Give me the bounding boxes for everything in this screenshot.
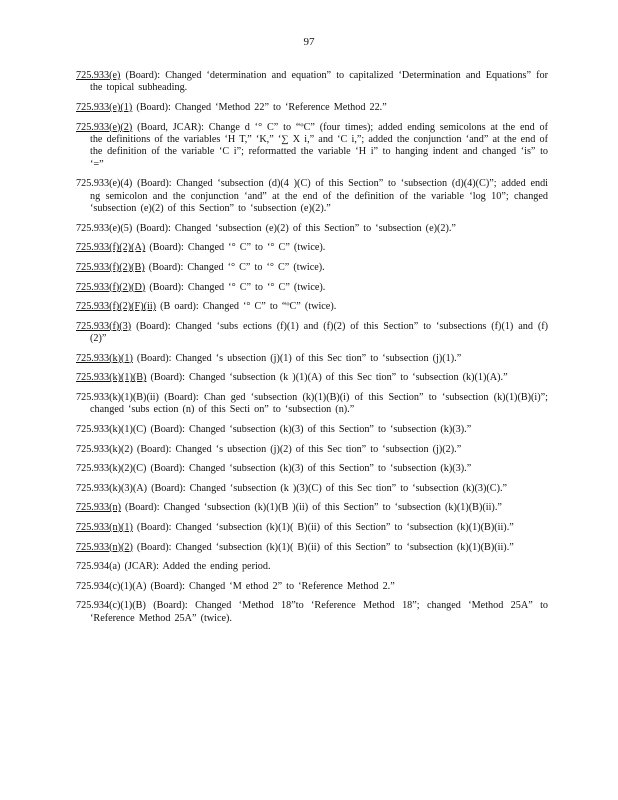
amendment-entry	[76, 463, 548, 475]
amendment-entry	[76, 223, 548, 235]
section-citation: 725.933(f)(2)(B)	[76, 262, 145, 273]
section-citation: 725.934(c)(1)(B)	[76, 600, 146, 612]
amendment-entry	[76, 444, 548, 456]
section-citation: 725.933(k)(3)(A)	[76, 482, 148, 494]
amendment-entry	[76, 542, 548, 554]
section-citation: 725.933(k)(2)	[76, 443, 133, 455]
amendment-description: (Board): Changed ‘subsection (k)(1)(B )(ii) of this Section” to ‘subsection (k)(1)(B)(ii).”	[121, 502, 502, 514]
amendment-description: (Board): Changed ‘subsection (d)(4 )(C) of this Section” to ‘subsection (d)(4)(C)”; added endi ng semicolon and the conjunction ‘and” at the end of the definition of the variable ‘log 10”; changed ‘subsection (e)(2) of this Section” to ‘subsection (e)(2).”	[90, 178, 548, 215]
amendment-description: (B oard): Changed ‘° C” to “ºC” (twice).	[156, 301, 337, 313]
amendment-description: (Board): Changed ‘subsection (k)(1)( B)(ii) of this Section” to ‘subsection (k)(1)(B)(ii).”	[132, 541, 514, 553]
amendment-description: (Board): Changed ‘subsection (k )(1)(A) of this Sec tion” to ‘subsection (k)(1)(A).”	[146, 372, 508, 384]
amendment-description: (Board): Changed ‘subsection (k)(3) of this Section” to ‘subsection (k)(3).”	[146, 463, 472, 475]
amendment-entry	[76, 522, 548, 534]
section-citation: 725.933(k)(2)(C)	[76, 463, 147, 475]
amendment-entry	[76, 424, 548, 436]
section-citation: 725.933(k)(1)	[76, 352, 133, 364]
amendment-entry	[76, 282, 548, 294]
section-citation: 725.933(e)(4)	[76, 178, 133, 190]
section-citation: 725.933(e)	[76, 70, 121, 81]
amendment-description: (Board): Changed ‘determination and equation” to capitalized ‘Determination and Equations” for the topical subheading.	[90, 70, 548, 94]
amendment-list	[76, 70, 548, 632]
section-citation: 725.933(n)(1)	[76, 521, 133, 533]
section-citation: 725.933(k)(1)(C)	[76, 423, 147, 435]
section-citation: 725.933(k)(1)(B)	[76, 372, 147, 384]
section-citation: 725.933(n)	[76, 502, 121, 514]
amendment-entry	[76, 70, 548, 95]
amendment-description: (Board): Changed ‘subsection (k)(1)( B)(ii) of this Section” to ‘subsection (k)(1)(B)(ii).”	[132, 521, 514, 533]
amendment-entry	[76, 561, 548, 573]
amendment-description: (Board): Changed ‘M ethod 2” to ‘Reference Method 2.”	[146, 580, 395, 592]
amendment-entry	[76, 353, 548, 365]
amendment-description: (Board): Changed ‘Method 18”to ‘Reference Method 18”; changed ‘Method 25A” to ‘Reference Method 25A” (twice).	[90, 600, 548, 624]
amendment-entry	[76, 102, 548, 114]
amendment-entry	[76, 301, 548, 313]
section-citation: 725.933(n)(2)	[76, 541, 133, 553]
amendment-description: (Board): Changed ‘s ubsection (j)(2) of this Sec tion” to ‘subsection (j)(2).”	[132, 443, 462, 455]
amendment-entry	[76, 262, 548, 274]
amendment-entry	[76, 392, 548, 417]
amendment-entry	[76, 372, 548, 384]
amendment-description: (Board, JCAR): Change d ‘° C” to “ºC” (four times); added ending semicolons at the end of the definitions of the variables ‘H T,” ‘K,” ‘∑ X i,” and ‘C i,”; added the conjunction ‘and” at the end of the definition of the variable ‘C i”; reformatted the variable ‘H i” to hanging indent and changed ‘is” to ‘=”	[90, 121, 548, 170]
section-citation: 725.933(e)(2)	[76, 121, 133, 133]
section-citation: 725.934(a)	[76, 561, 121, 573]
section-citation: 725.934(c)(1)(A)	[76, 580, 147, 592]
amendment-entry	[76, 581, 548, 593]
amendment-description: (Board): Changed ‘subsection (e)(2) of this Section” to ‘subsection (e)(2).”	[132, 222, 456, 234]
amendment-description: (Board): Changed ‘° C” to ‘° C” (twice).	[145, 242, 326, 254]
amendment-description: (Board): Changed ‘Method 22” to ‘Reference Method 22.”	[132, 102, 387, 113]
section-citation: 725.933(e)(5)	[76, 222, 133, 234]
amendment-description: (Board): Chan ged ‘subsection (k)(1)(B)(i) of this Section” to ‘subsection (k)(1)(B)(i)”; changed ‘subs ection (n) of this Secti on” to ‘subsection (n).”	[90, 391, 548, 416]
amendment-entry	[76, 483, 548, 495]
amendment-description: (JCAR): Added the ending period.	[120, 561, 271, 573]
amendment-description: (Board): Changed ‘° C” to ‘° C” (twice).	[145, 281, 326, 293]
amendment-entry	[76, 122, 548, 172]
section-citation: 725.933(k)(1)(B)(ii)	[76, 391, 159, 403]
section-citation: 725.933(f)(2)(D)	[76, 281, 146, 293]
section-citation: 725.933(e)(1)	[76, 102, 133, 113]
amendment-description: (Board): Changed ‘subsection (k)(3) of this Section” to ‘subsection (k)(3).”	[146, 423, 472, 435]
section-citation: 725.933(f)(3)	[76, 320, 132, 332]
amendment-entry	[76, 242, 548, 254]
amendment-entry	[76, 502, 548, 514]
amendment-entry	[76, 321, 548, 346]
section-citation: 725.933(f)(2)(A)	[76, 242, 146, 254]
page-number: 97	[303, 36, 315, 48]
amendment-description: (Board): Changed ‘subsection (k )(3)(C) of this Sec tion” to ‘subsection (k)(3)(C).”	[147, 482, 508, 494]
amendment-description: (Board): Changed ‘subs ections (f)(1) and (f)(2) of this Section” to ‘subsections (f)(1) and (f)(2)”	[90, 320, 548, 345]
amendment-entry	[76, 600, 548, 625]
amendment-description: (Board): Changed ‘° C” to ‘° C” (twice).	[144, 262, 325, 273]
amendment-description: (Board): Changed ‘s ubsection (j)(1) of this Sec tion” to ‘subsection (j)(1).”	[132, 352, 462, 364]
amendment-entry	[76, 178, 548, 215]
section-citation: 725.933(f)(2)(F)(ii)	[76, 301, 157, 313]
